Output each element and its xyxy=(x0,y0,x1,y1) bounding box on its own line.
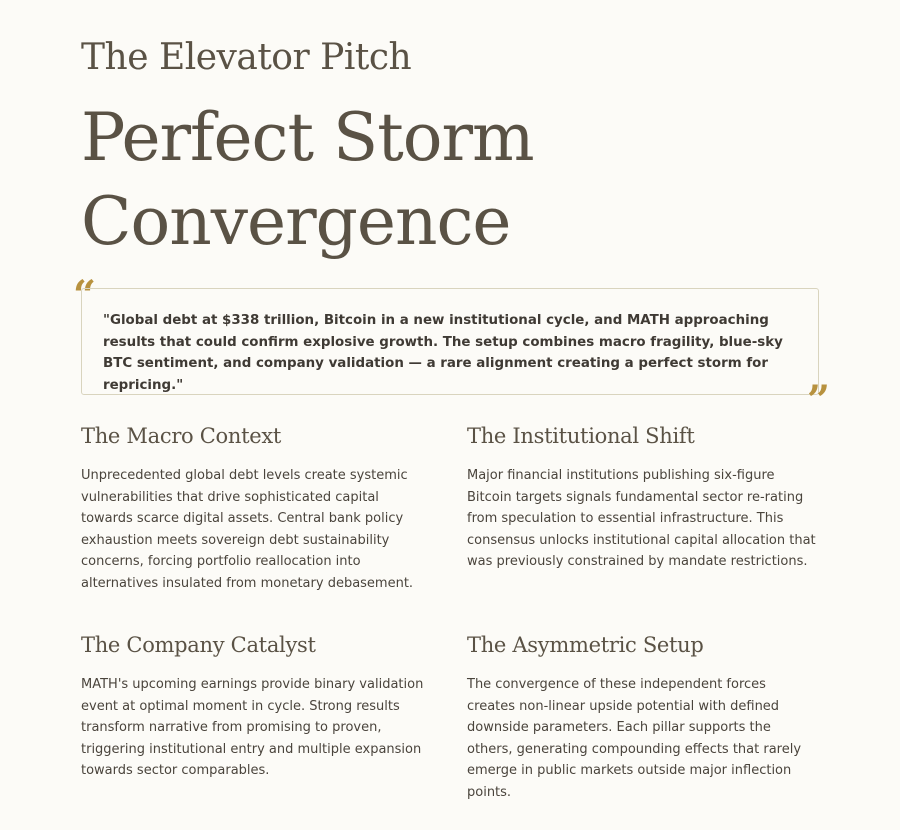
section-body: The convergence of these independent forces creates non-linear upside potential with defined downside parameters. Each pillar supports the others, generating compounding effects that rarely emerge in public markets outside major inflection points. xyxy=(467,677,802,800)
close-quote-icon: ” xyxy=(807,377,831,424)
section-body: Unprecedented global debt levels create systemic vulnerabilities that drive sophisticated capital towards scarce digital assets. Central bank policy exhaustion meets sovereign debt sustainability concerns, forcing portfolio reallocation into alternatives insulated from monetary debasement. xyxy=(81,468,414,591)
section-title: The Company Catalyst xyxy=(81,633,316,657)
open-quote-icon: “ xyxy=(73,272,97,319)
pull-quote xyxy=(81,288,819,395)
eyebrow-title: The Elevator Pitch xyxy=(81,37,412,78)
section-company-catalyst xyxy=(81,633,431,782)
section-title: The Institutional Shift xyxy=(467,424,695,448)
section-asymmetric-setup xyxy=(467,633,817,804)
headline-line-2: Convergence xyxy=(81,183,511,260)
section-institutional-shift xyxy=(467,424,817,573)
section-macro-context xyxy=(81,424,431,595)
section-body: MATH's upcoming earnings provide binary validation event at optimal moment in cycle. Strong results transform narrative from promising to proven, triggering institutional entry and multiple expansion towards sector comparables. xyxy=(81,677,424,779)
pitch-page xyxy=(73,0,831,830)
section-title: The Asymmetric Setup xyxy=(467,633,704,657)
section-title: The Macro Context xyxy=(81,424,282,448)
pull-quote-text: "Global debt at $338 trillion, Bitcoin in a new institutional cycle, and MATH approaching results that could confirm explosive growth. The setup combines macro fragility, blue-sky BTC sentiment, and company validation — a rare alignment creating a perfect storm for repricing." xyxy=(103,313,783,393)
headline xyxy=(81,96,534,264)
headline-line-1: Perfect Storm xyxy=(81,99,534,176)
section-body: Major financial institutions publishing six-figure Bitcoin targets signals fundamental sector re-rating from speculation to essential infrastructure. This consensus unlocks institutional capital allocation that was previously constrained by mandate restrictions. xyxy=(467,468,816,570)
